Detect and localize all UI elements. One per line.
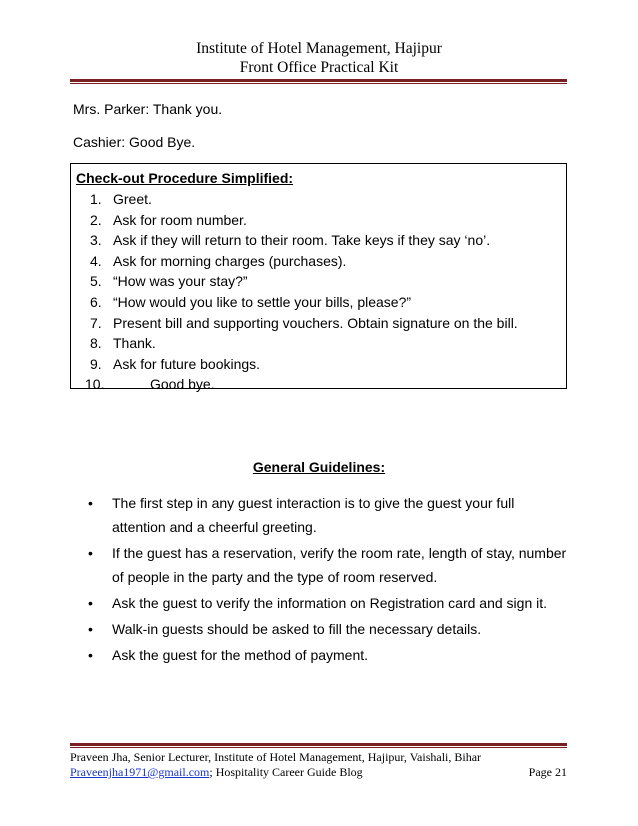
procedure-step bbox=[71, 211, 566, 232]
step-number: 3. bbox=[90, 232, 102, 249]
step-text: Greet. bbox=[113, 191, 152, 207]
dialogue-line-cashier: Cashier: Good Bye. bbox=[73, 134, 196, 150]
step-text: “How would you like to settle your bills, please?” bbox=[113, 293, 412, 310]
bullet-icon: • bbox=[88, 495, 93, 511]
guideline-text: Walk-in guests should be asked to fill the necessary details. bbox=[112, 621, 482, 637]
step-number: 5. bbox=[90, 273, 102, 290]
step-text: “How was your stay?” bbox=[113, 273, 248, 290]
step-number: 2. bbox=[90, 211, 102, 228]
step-number: 9. bbox=[90, 355, 102, 372]
step-number: 10. bbox=[85, 376, 105, 393]
step-text: Present bill and supporting vouchers. Obtain signature on the bill. bbox=[113, 314, 518, 331]
guideline-text: Ask the guest to verify the information on Registration card and sign it. bbox=[112, 595, 548, 611]
procedure-step bbox=[71, 355, 566, 376]
dialogue-line-parker: Mrs. Parker: Thank you. bbox=[73, 101, 223, 117]
page-number: Page 21 bbox=[528, 765, 567, 779]
footer-contact bbox=[70, 765, 567, 780]
step-number: 6. bbox=[90, 293, 102, 310]
bullet-icon: • bbox=[88, 545, 93, 561]
footer-blog: ; Hospitality Career Guide Blog bbox=[209, 765, 363, 779]
bullet-icon: • bbox=[88, 621, 93, 637]
step-number: 8. bbox=[90, 335, 102, 352]
list-item bbox=[88, 643, 568, 667]
bullet-icon: • bbox=[88, 595, 93, 611]
guideline-text: If the guest has a reservation, verify the room rate, length of stay, number of people in the party and the type of room reserved. bbox=[112, 545, 567, 585]
header-kit-title: Front Office Practical Kit bbox=[239, 59, 399, 76]
footer-rule bbox=[70, 743, 567, 746]
procedure-step bbox=[71, 334, 566, 355]
procedure-step bbox=[71, 293, 566, 314]
step-text: Ask if they will return to their room. Take keys if they say ‘no’. bbox=[113, 232, 491, 249]
procedure-step bbox=[71, 272, 566, 293]
step-text: Thank. bbox=[113, 335, 156, 352]
step-number: 7. bbox=[90, 314, 102, 331]
guidelines-title: General Guidelines: bbox=[252, 459, 386, 475]
list-item bbox=[88, 591, 568, 615]
step-number: 4. bbox=[90, 252, 102, 269]
list-item bbox=[88, 617, 568, 641]
procedure-step bbox=[71, 314, 566, 335]
procedure-step bbox=[71, 252, 566, 273]
procedure-step bbox=[71, 375, 566, 396]
guidelines-list bbox=[88, 491, 568, 669]
header-institute: Institute of Hotel Management, Hajipur bbox=[196, 40, 442, 57]
guideline-text: The first step in any guest interaction is to give the guest your full attention and a cheerful greeting. bbox=[112, 495, 515, 535]
list-item bbox=[88, 541, 568, 589]
header-rule bbox=[70, 79, 567, 82]
step-text: Ask for room number. bbox=[113, 211, 247, 228]
guideline-text: Ask the guest for the method of payment. bbox=[112, 647, 369, 663]
list-item bbox=[88, 491, 568, 539]
procedure-steps bbox=[71, 190, 566, 396]
bullet-icon: • bbox=[88, 647, 93, 663]
checkout-procedure-box bbox=[70, 163, 567, 393]
step-text: Good bye. bbox=[150, 376, 215, 393]
step-text: Ask for morning charges (purchases). bbox=[113, 252, 347, 269]
header-rule-thin bbox=[70, 83, 567, 84]
footer-rule-thin bbox=[70, 747, 567, 748]
step-text: Ask for future bookings. bbox=[113, 355, 261, 372]
footer-email-link[interactable]: Praveenjha1971@gmail.com bbox=[70, 765, 210, 779]
procedure-title: Check-out Procedure Simplified: bbox=[76, 170, 294, 186]
step-number: 1. bbox=[90, 191, 102, 207]
procedure-step bbox=[71, 231, 566, 252]
footer-author: Praveen Jha, Senior Lecturer, Institute of Hotel Management, Hajipur, Vaishali, Bihar bbox=[70, 750, 482, 764]
procedure-step bbox=[71, 190, 566, 211]
